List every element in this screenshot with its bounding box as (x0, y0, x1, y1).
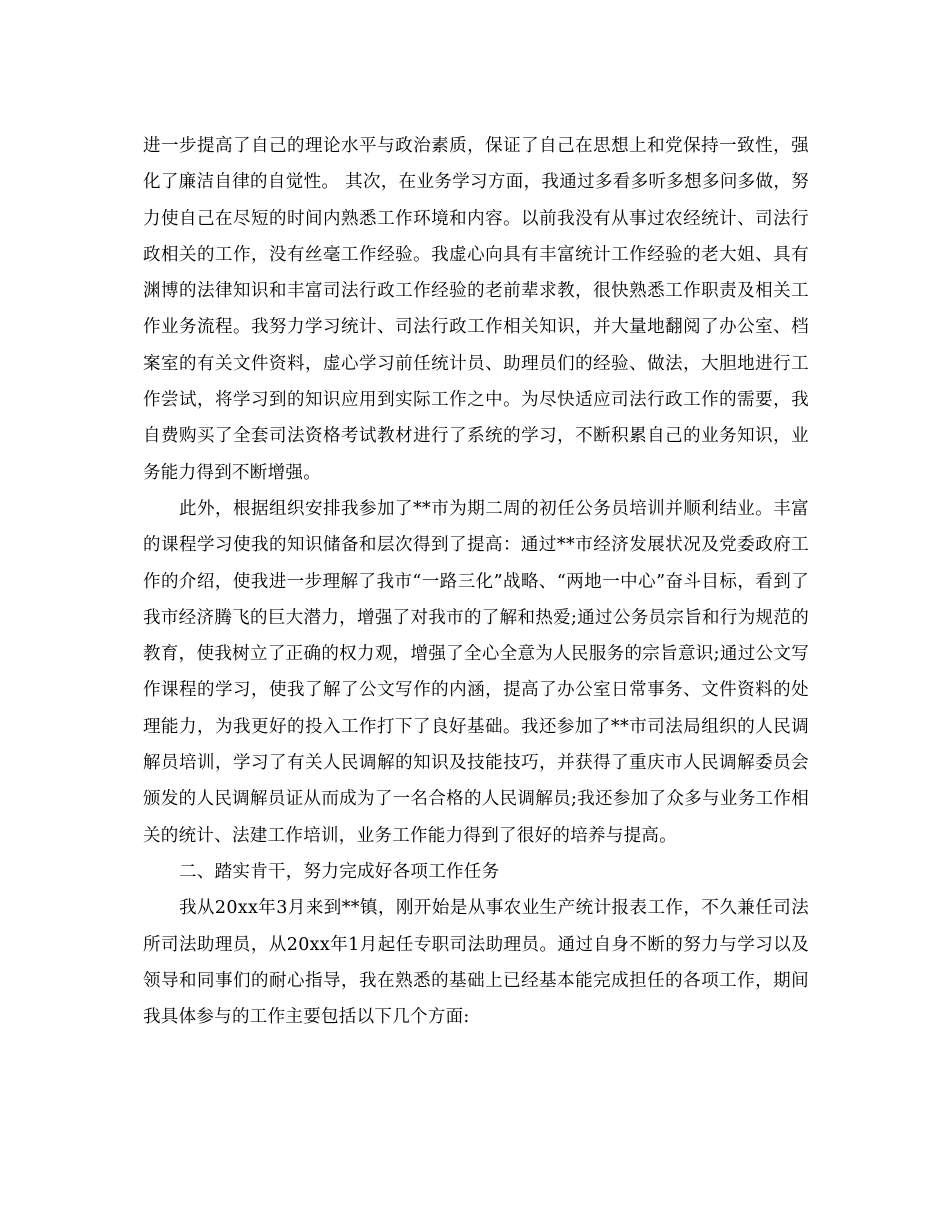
paragraph-work-history: 我从20xx年3月来到**镇，刚开始是从事农业生产统计报表工作，不久兼任司法所司法助理员，从20xx年1月起任专职司法助理员。通过自身不断的努力与学习以及领导和同事们的耐心指导，我在熟悉的基础上已经基本能完成担任的各项工作，期间我具体参与的工作主要包括以下几个方面: (143, 898, 809, 1028)
paragraph-continued: 进一步提高了自己的理论水平与政治素质，保证了自己在思想上和党保持一致性，强化了廉洁自律的自觉性。 其次，在业务学习方面，我通过多看多听多想多问多做，努力使自己在尽短的时间内熟悉工作环境和内容。以前我没有从事过农经统计、司法行政相关的工作，没有丝毫工作经验。我虚心向具有丰富统计工作经验的老大姐、具有渊博的法律知识和丰富司法行政工作经验的老前辈求教，很快熟悉工作职责及相关工作业务流程。我努力学习统计、司法行政工作相关知识，并大量地翻阅了办公室、档案室的有关文件资料，虚心学习前任统计员、助理员们的经验、做法，大胆地进行工作尝试，将学习到的知识应用到实际工作之中。为尽快适应司法行政工作的需要，我自费购买了全套司法资格考试教材进行了系统的学习，不断积累自己的业务知识，业务能力得到不断增强。 (143, 136, 809, 483)
paragraph-training: 此外，根据组织安排我参加了**市为期二周的初任公务员培训并顺利结业。丰富的课程学习使我的知识储备和层次得到了提高：通过**市经济发展状况及党委政府工作的介绍，使我进一步理解了我市“一路三化”战略、“两地一中心”奋斗目标，看到了我市经济腾飞的巨大潜力，增强了对我市的了解和热爱;通过公务员宗旨和行为规范的教育，使我树立了正确的权力观，增强了全心全意为人民服务的宗旨意识;通过公文写作课程的学习，使我了解了公文写作的内涵，提高了办公室日常事务、文件资料的处理能力，为我更好的投入工作打下了良好基础。我还参加了**市司法局组织的人民调解员培训，学习了有关人民调解的知识及技能技巧，并获得了重庆市人民调解委员会颁发的人民调解员证从而成为了一名合格的人民调解员;我还参加了众多与业务工作相关的统计、法建工作培训，业务工作能力得到了很好的培养与提高。 (143, 498, 809, 846)
section-heading: 二、踏实肯干，努力完成好各项工作任务 (179, 861, 500, 882)
document-body (143, 128, 809, 1035)
